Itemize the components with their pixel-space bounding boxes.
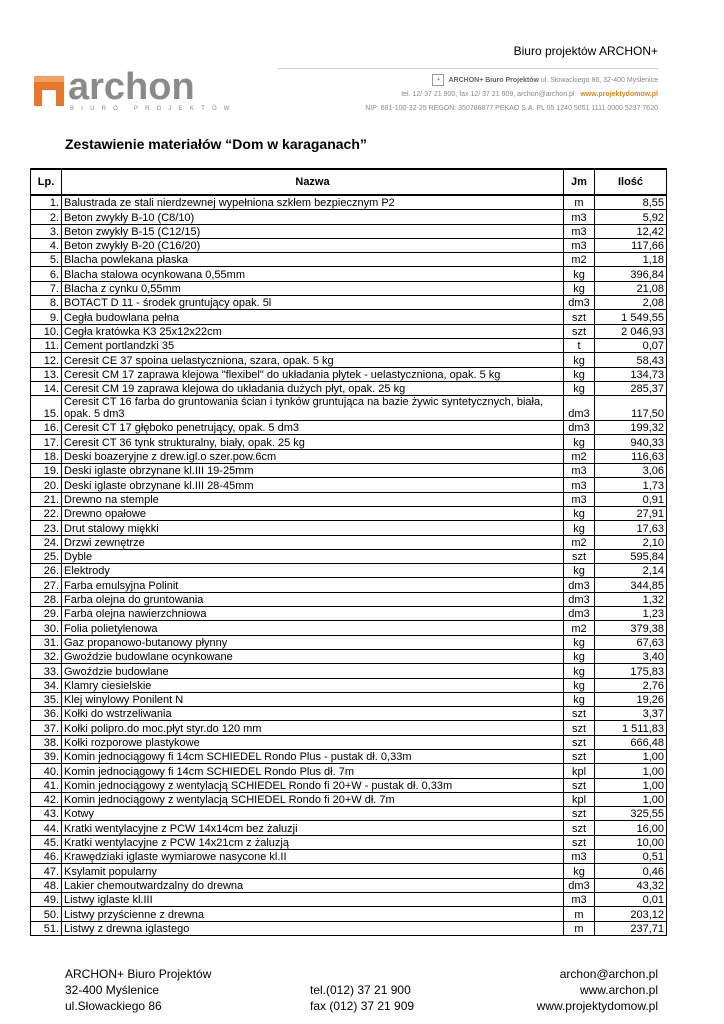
row-qty: 10,00 (595, 835, 667, 849)
row-name: BOTACT D 11 - środek gruntujący opak. 5l (62, 296, 564, 310)
row-jm: kg (564, 664, 595, 678)
table-row (31, 267, 667, 281)
row-lp: 17. (31, 435, 62, 449)
row-name: Listwy przyścienne z drewna (62, 907, 564, 921)
company-line-3: NIP: 681-100-32-25 REGON: 350786877 PEKAO S.A. PL 05 1240 5051 1111 0000 5237 7620 (365, 105, 658, 112)
table-row (31, 749, 667, 763)
row-name: Beton zwykły B-20 (C16/20) (62, 238, 564, 252)
row-jm: kg (564, 381, 595, 395)
table-header-row (31, 169, 667, 195)
row-qty: 1,23 (595, 607, 667, 621)
footer-tel: tel.(012) 37 21 900 (310, 983, 411, 997)
row-name: Komin jednociągowy z wentylacją SCHIEDEL Rondo fi 20+W dł. 7m (62, 792, 564, 806)
row-name: Beton zwykły B-15 (C12/15) (62, 224, 564, 238)
row-name: Komin jednociągowy fi 14cm SCHIEDEL Rondo Plus dł. 7m (62, 764, 564, 778)
row-qty: 8,55 (595, 195, 667, 210)
row-lp: 3. (31, 224, 62, 238)
row-lp: 8. (31, 296, 62, 310)
row-jm: szt (564, 310, 595, 324)
row-name: Drewno opałowe (62, 506, 564, 520)
row-name: Lakier chemoutwardzalny do drewna (62, 878, 564, 892)
table-row (31, 807, 667, 821)
row-qty: 0,51 (595, 850, 667, 864)
row-lp: 15. (31, 396, 62, 421)
row-qty: 940,33 (595, 435, 667, 449)
row-lp: 21. (31, 492, 62, 506)
row-name: Blacha z cynku 0,55mm (62, 281, 564, 295)
row-qty: 3,40 (595, 649, 667, 663)
row-qty: 12,42 (595, 224, 667, 238)
row-jm: kpl (564, 764, 595, 778)
archon-logo-icon (34, 76, 64, 106)
row-qty: 237,71 (595, 921, 667, 935)
table-row (31, 564, 667, 578)
row-name: Klej winylowy Ponilent N (62, 692, 564, 706)
table-row (31, 578, 667, 592)
row-name: Gaz propanowo-butanowy płynny (62, 635, 564, 649)
row-qty: 0,07 (595, 338, 667, 352)
row-jm: m3 (564, 464, 595, 478)
company-info (365, 74, 658, 116)
row-name: Gwoździe budowlane ocynkowane (62, 649, 564, 663)
row-lp: 10. (31, 324, 62, 338)
row-lp: 22. (31, 506, 62, 520)
row-qty: 27,91 (595, 506, 667, 520)
table-row (31, 692, 667, 706)
row-qty: 16,00 (595, 821, 667, 835)
row-qty: 3,37 (595, 707, 667, 721)
table-row (31, 253, 667, 267)
table-row (31, 310, 667, 324)
company-contacts: tel. 12/ 37 21 900, fax 12/ 37 21 909, archon@archon.pl (401, 91, 575, 98)
row-jm: m3 (564, 210, 595, 224)
row-qty: 19,26 (595, 692, 667, 706)
table-row (31, 449, 667, 463)
row-name: Drzwi zewnętrze (62, 535, 564, 549)
row-lp: 28. (31, 592, 62, 606)
row-jm: kg (564, 521, 595, 535)
table-row (31, 210, 667, 224)
row-name: Blacha powlekana płaska (62, 253, 564, 267)
row-jm: m (564, 907, 595, 921)
table-body (31, 195, 667, 935)
footer-company: ARCHON+ Biuro Projektów (65, 967, 212, 981)
row-name: Deski iglaste obrzynane kl.III 19-25mm (62, 464, 564, 478)
row-lp: 2. (31, 210, 62, 224)
row-jm: kg (564, 267, 595, 281)
row-lp: 11. (31, 338, 62, 352)
table-row (31, 324, 667, 338)
row-jm: m3 (564, 238, 595, 252)
row-lp: 48. (31, 878, 62, 892)
row-qty: 2,10 (595, 535, 667, 549)
row-lp: 35. (31, 692, 62, 706)
row-jm: szt (564, 835, 595, 849)
row-qty: 58,43 (595, 353, 667, 367)
row-name: Ceresit CT 17 głęboko penetrujący, opak. 5 dm3 (62, 421, 564, 435)
row-qty: 1,73 (595, 478, 667, 492)
table-row (31, 821, 667, 835)
row-qty: 1,00 (595, 778, 667, 792)
table-row (31, 878, 667, 892)
row-qty: 5,92 (595, 210, 667, 224)
table-row (31, 421, 667, 435)
row-lp: 40. (31, 764, 62, 778)
table-row (31, 764, 667, 778)
row-qty: 17,63 (595, 521, 667, 535)
row-jm: kg (564, 281, 595, 295)
row-jm: m3 (564, 892, 595, 906)
row-lp: 19. (31, 464, 62, 478)
row-lp: 12. (31, 353, 62, 367)
row-jm: m (564, 921, 595, 935)
row-qty: 2,14 (595, 564, 667, 578)
table-row (31, 607, 667, 621)
footer-city: 32-400 Myślenice (65, 983, 160, 997)
row-qty: 2,08 (595, 296, 667, 310)
row-lp: 33. (31, 664, 62, 678)
table-row (31, 778, 667, 792)
row-lp: 46. (31, 850, 62, 864)
row-jm: dm3 (564, 578, 595, 592)
row-jm: szt (564, 749, 595, 763)
row-lp: 36. (31, 707, 62, 721)
building-icon: ✦ (432, 74, 444, 86)
row-jm: szt (564, 807, 595, 821)
table-row (31, 535, 667, 549)
row-lp: 42. (31, 792, 62, 806)
table-row (31, 635, 667, 649)
row-qty: 1,32 (595, 592, 667, 606)
row-lp: 20. (31, 478, 62, 492)
row-qty: 21,08 (595, 281, 667, 295)
row-lp: 32. (31, 649, 62, 663)
table-row (31, 649, 667, 663)
table-row (31, 907, 667, 921)
header-qty: Ilość (595, 169, 667, 195)
row-lp: 51. (31, 921, 62, 935)
table-row (31, 892, 667, 906)
row-jm: szt (564, 324, 595, 338)
table-row (31, 492, 667, 506)
row-qty: 116,63 (595, 449, 667, 463)
row-qty: 1 549,55 (595, 310, 667, 324)
table-row (31, 835, 667, 849)
table-row (31, 478, 667, 492)
row-lp: 16. (31, 421, 62, 435)
row-jm: m2 (564, 621, 595, 635)
row-jm: dm3 (564, 421, 595, 435)
row-jm: szt (564, 735, 595, 749)
row-name: Kołki polipro.do moc.płyt styr.do 120 mm (62, 721, 564, 735)
row-jm: szt (564, 821, 595, 835)
row-name: Komin jednociągowy fi 14cm SCHIEDEL Rondo Plus - pustak dł. 0,33m (62, 749, 564, 763)
archon-logo (34, 66, 237, 114)
row-qty: 396,84 (595, 267, 667, 281)
row-name: Deski boazeryjne z drew.igl.o szer.pow.6cm (62, 449, 564, 463)
row-lp: 31. (31, 635, 62, 649)
row-lp: 50. (31, 907, 62, 921)
row-lp: 29. (31, 607, 62, 621)
table-row (31, 864, 667, 878)
row-lp: 43. (31, 807, 62, 821)
row-name: Listwy z drewna iglastego (62, 921, 564, 935)
row-name: Beton zwykły B-10 (C8/10) (62, 210, 564, 224)
table-row (31, 353, 667, 367)
table-row (31, 224, 667, 238)
row-lp: 1. (31, 195, 62, 210)
row-name: Folia polietylenowa (62, 621, 564, 635)
logo-subtitle: BIURO PROJEKTÓW (70, 106, 237, 112)
row-qty: 43,32 (595, 878, 667, 892)
row-name: Drewno na stemple (62, 492, 564, 506)
row-jm: m (564, 195, 595, 210)
row-lp: 41. (31, 778, 62, 792)
row-jm: szt (564, 778, 595, 792)
footer-email[interactable]: archon@archon.pl (559, 967, 658, 981)
row-jm: kg (564, 864, 595, 878)
row-name: Balustrada ze stali nierdzewnej wypełniona szkłem bezpiecznym P2 (62, 195, 564, 210)
row-qty: 117,50 (595, 396, 667, 421)
row-lp: 37. (31, 721, 62, 735)
table-row (31, 195, 667, 210)
row-lp: 9. (31, 310, 62, 324)
row-qty: 0,91 (595, 492, 667, 506)
table-row (31, 707, 667, 721)
row-name: Farba olejna nawierzchniowa (62, 607, 564, 621)
company-line-1 (365, 74, 658, 88)
row-jm: dm3 (564, 592, 595, 606)
row-qty: 1,00 (595, 749, 667, 763)
row-lp: 4. (31, 238, 62, 252)
row-lp: 23. (31, 521, 62, 535)
row-qty: 67,63 (595, 635, 667, 649)
table-row (31, 338, 667, 352)
row-qty: 3,06 (595, 464, 667, 478)
row-lp: 14. (31, 381, 62, 395)
row-jm: kg (564, 635, 595, 649)
row-name: Gwoździe budowlane (62, 664, 564, 678)
row-jm: kg (564, 649, 595, 663)
row-jm: kpl (564, 792, 595, 806)
header-divider (278, 68, 658, 69)
row-lp: 44. (31, 821, 62, 835)
table-row (31, 506, 667, 520)
row-jm: dm3 (564, 607, 595, 621)
table-row (31, 296, 667, 310)
row-jm: m2 (564, 535, 595, 549)
table-row (31, 735, 667, 749)
header-office-name: Biuro projektów ARCHON+ (513, 44, 658, 58)
table-row (31, 521, 667, 535)
row-jm: kg (564, 435, 595, 449)
row-jm: dm3 (564, 878, 595, 892)
table-row (31, 367, 667, 381)
document-title: Zestawienie materiałów “Dom w karaganach” (65, 136, 367, 152)
row-name: Dyble (62, 549, 564, 563)
row-qty: 2 046,93 (595, 324, 667, 338)
table-row (31, 381, 667, 395)
table-row (31, 464, 667, 478)
row-name: Komin jednociągowy z wentylacją SCHIEDEL Rondo fi 20+W - pustak dł. 0,33m (62, 778, 564, 792)
row-jm: m2 (564, 253, 595, 267)
table-row (31, 238, 667, 252)
row-name: Farba emulsyjna Polinit (62, 578, 564, 592)
footer-web (537, 966, 658, 1014)
header-lp: Lp. (31, 169, 62, 195)
row-name: Cegła kratówka K3 25x12x22cm (62, 324, 564, 338)
row-qty: 0,46 (595, 864, 667, 878)
table-row (31, 850, 667, 864)
table-row (31, 396, 667, 421)
row-qty: 117,66 (595, 238, 667, 252)
row-jm: m3 (564, 850, 595, 864)
table-row (31, 678, 667, 692)
row-qty: 203,12 (595, 907, 667, 921)
row-qty: 1 511,83 (595, 721, 667, 735)
header-jm: Jm (564, 169, 595, 195)
row-qty: 0,01 (595, 892, 667, 906)
row-lp: 18. (31, 449, 62, 463)
row-name: Deski iglaste obrzynane kl.III 28-45mm (62, 478, 564, 492)
row-lp: 5. (31, 253, 62, 267)
row-qty: 1,00 (595, 792, 667, 806)
row-qty: 134,73 (595, 367, 667, 381)
table-row (31, 592, 667, 606)
row-jm: kg (564, 564, 595, 578)
row-name: Ceresit CT 16 farba do gruntowania ścian i tynków gruntująca na bazie żywic syntetycznych, biała, opak. 5 dm3 (62, 396, 564, 421)
row-qty: 2,76 (595, 678, 667, 692)
row-jm: kg (564, 353, 595, 367)
company-address: ul. Słowackiego 86, 32-400 Myślenice (538, 77, 658, 84)
row-name: Ceresit CM 17 zaprawa klejowa "flexibel" do układania płytek - uelastyczniona, opak. 5 kg (62, 367, 564, 381)
row-lp: 26. (31, 564, 62, 578)
row-jm: m2 (564, 449, 595, 463)
row-jm: kg (564, 367, 595, 381)
row-qty: 1,00 (595, 764, 667, 778)
row-jm: kg (564, 692, 595, 706)
row-lp: 24. (31, 535, 62, 549)
row-name: Blacha stalowa ocynkowana 0,55mm (62, 267, 564, 281)
table-row (31, 921, 667, 935)
footer-www-archon[interactable]: www.archon.pl (579, 983, 658, 997)
row-jm: dm3 (564, 296, 595, 310)
row-name: Listwy iglaste kl.III (62, 892, 564, 906)
row-name: Ceresit CT 36 tynk strukturalny, biały, opak. 25 kg (62, 435, 564, 449)
row-jm: szt (564, 707, 595, 721)
row-qty: 285,37 (595, 381, 667, 395)
company-website[interactable]: www.projektydomow.pl (580, 91, 658, 98)
row-name: Kratki wentylacyjne z PCW 14x21cm z żaluzją (62, 835, 564, 849)
row-jm: t (564, 338, 595, 352)
table-row (31, 621, 667, 635)
company-name: ARCHON+ Biuro Projektów (448, 77, 539, 84)
row-jm: kg (564, 506, 595, 520)
row-qty: 666,48 (595, 735, 667, 749)
footer-address (65, 966, 211, 1014)
row-qty: 595,84 (595, 549, 667, 563)
table-row (31, 435, 667, 449)
table-row (31, 721, 667, 735)
row-name: Ceresit CM 19 zaprawa klejowa do układania dużych płyt, opak. 25 kg (62, 381, 564, 395)
row-jm: szt (564, 549, 595, 563)
row-name: Elektrody (62, 564, 564, 578)
row-name: Farba olejna do gruntowania (62, 592, 564, 606)
row-lp: 45. (31, 835, 62, 849)
materials-table (30, 168, 667, 936)
footer-phones (310, 966, 414, 1014)
row-qty: 325,55 (595, 807, 667, 821)
row-qty: 379,38 (595, 621, 667, 635)
table-row (31, 549, 667, 563)
row-lp: 6. (31, 267, 62, 281)
row-qty: 344,85 (595, 578, 667, 592)
row-qty: 1,18 (595, 253, 667, 267)
row-name: Kołki rozporowe plastykowe (62, 735, 564, 749)
row-qty: 199,32 (595, 421, 667, 435)
row-lp: 38. (31, 735, 62, 749)
row-lp: 30. (31, 621, 62, 635)
row-name: Kotwy (62, 807, 564, 821)
logo-wordmark: archon (68, 66, 195, 108)
header-name: Nazwa (62, 169, 564, 195)
table-row (31, 792, 667, 806)
row-name: Krawędziaki iglaste wymiarowe nasycone kl.II (62, 850, 564, 864)
row-jm: szt (564, 721, 595, 735)
row-qty: 175,83 (595, 664, 667, 678)
row-name: Kołki do wstrzeliwania (62, 707, 564, 721)
row-name: Kratki wentylacyjne z PCW 14x14cm bez żaluzji (62, 821, 564, 835)
row-jm: m3 (564, 478, 595, 492)
row-name: Klamry ciesielskie (62, 678, 564, 692)
row-lp: 25. (31, 549, 62, 563)
table-row (31, 664, 667, 678)
table-row (31, 281, 667, 295)
footer-www-projekty[interactable]: www.projektydomow.pl (536, 999, 658, 1013)
row-lp: 27. (31, 578, 62, 592)
row-name: Cegła budowlana pełna (62, 310, 564, 324)
row-lp: 49. (31, 892, 62, 906)
row-jm: m3 (564, 492, 595, 506)
row-lp: 47. (31, 864, 62, 878)
footer-street: ul.Słowackiego 86 (65, 999, 162, 1013)
row-jm: m3 (564, 224, 595, 238)
row-jm: dm3 (564, 396, 595, 421)
row-jm: kg (564, 678, 595, 692)
row-name: Cement portlandzki 35 (62, 338, 564, 352)
row-lp: 7. (31, 281, 62, 295)
row-lp: 39. (31, 749, 62, 763)
company-line-2 (365, 88, 658, 102)
footer-fax: fax (012) 37 21 909 (310, 999, 415, 1013)
row-name: Drut stalowy miękki (62, 521, 564, 535)
row-lp: 13. (31, 367, 62, 381)
row-lp: 34. (31, 678, 62, 692)
row-name: Ceresit CE 37 spoina uelastyczniona, szara, opak. 5 kg (62, 353, 564, 367)
row-name: Ksylamit popularny (62, 864, 564, 878)
